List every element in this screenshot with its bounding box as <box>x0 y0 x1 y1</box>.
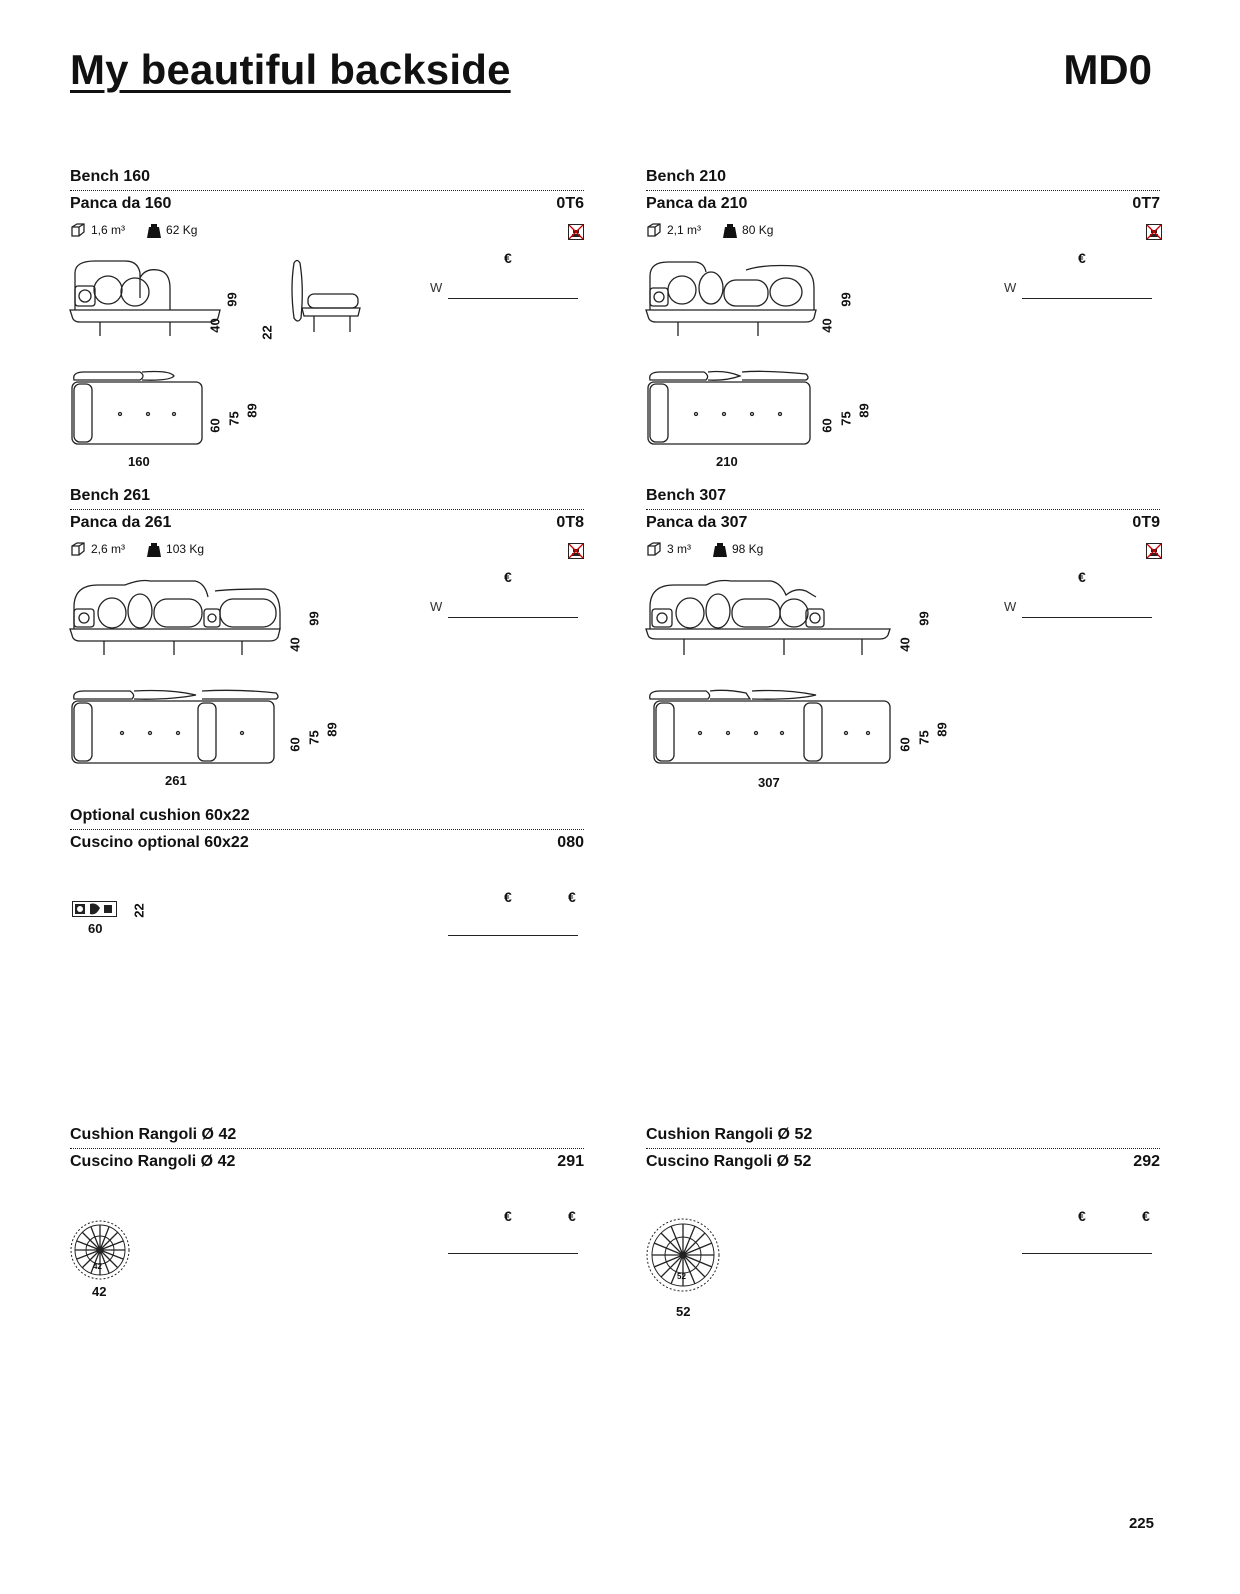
page-title: My beautiful backside <box>70 46 511 93</box>
volume-box-icon <box>70 222 86 238</box>
price-line <box>1022 298 1152 299</box>
cushion-height: 22 <box>131 903 147 918</box>
height-seat: 40 <box>819 318 835 333</box>
dotted-divider <box>70 1148 584 1149</box>
price-currency: € <box>504 569 512 585</box>
height-total: 99 <box>838 292 854 307</box>
cushion-width: 60 <box>88 921 103 936</box>
depth-mid: 75 <box>838 411 854 426</box>
height-total: 99 <box>306 611 322 626</box>
product-code: 291 <box>557 1153 584 1170</box>
height-seat: 40 <box>897 637 913 652</box>
w-label: W <box>430 599 443 614</box>
price-currency: € <box>1078 250 1086 266</box>
product-code: 292 <box>1133 1153 1160 1170</box>
product-name-it: Panca da 307 <box>646 514 748 531</box>
no-stack-icon <box>568 543 584 559</box>
depth-total: 89 <box>324 722 340 737</box>
price-line <box>448 298 578 299</box>
top-view-drawing <box>646 368 846 458</box>
weight-icon <box>147 222 161 238</box>
depth-total: 89 <box>856 403 872 418</box>
depth-mid: 75 <box>916 730 932 745</box>
no-stack-icon <box>1146 224 1162 240</box>
product-bench-160 <box>70 168 584 478</box>
front-view-drawing <box>70 258 270 358</box>
w-label: W <box>1004 280 1017 295</box>
page-number: 225 <box>1128 1515 1154 1532</box>
volume-box-icon <box>646 541 662 557</box>
product-name-it: Panca da 210 <box>646 195 748 212</box>
weight-icon <box>147 541 161 557</box>
width-dimension: 261 <box>165 773 187 788</box>
no-stack-icon <box>568 224 584 240</box>
width-dimension: 160 <box>128 454 150 469</box>
front-view-drawing <box>646 258 846 358</box>
depth-total: 89 <box>934 722 950 737</box>
product-name-it: Cuscino Rangoli Ø 52 <box>646 1153 812 1170</box>
product-name-en: Cushion Rangoli Ø 52 <box>646 1126 813 1143</box>
weight-value: 98 Kg <box>732 542 764 556</box>
price-currency-2: € <box>568 889 576 905</box>
volume-value: 1,6 m³ <box>91 223 126 237</box>
product-code: 0T7 <box>1132 195 1160 212</box>
product-rangoli-42 <box>70 1126 584 1326</box>
price-currency: € <box>1078 569 1086 585</box>
product-name-it: Cuscino optional 60x22 <box>70 834 249 851</box>
product-optional-cushion <box>70 807 584 957</box>
product-bench-261 <box>70 487 584 797</box>
product-code: 0T6 <box>556 195 584 212</box>
price-line <box>448 617 578 618</box>
dotted-divider <box>70 190 584 191</box>
height-seat: 40 <box>207 318 223 333</box>
price-currency-1: € <box>1078 1208 1086 1224</box>
height-total: 99 <box>224 292 240 307</box>
collection-code: MD0 <box>1063 46 1152 93</box>
price-currency-1: € <box>504 889 512 905</box>
product-bench-210 <box>646 168 1160 478</box>
price-line <box>1022 1253 1152 1254</box>
rangoli-diameter: 42 <box>92 1284 107 1299</box>
height-seat: 40 <box>287 637 303 652</box>
product-name-en: Bench 307 <box>646 487 727 504</box>
side-view-drawing <box>290 258 380 358</box>
price-currency-1: € <box>504 1208 512 1224</box>
front-view-drawing <box>646 577 896 677</box>
volume-value: 3 m³ <box>667 542 691 556</box>
product-name-en: Bench 261 <box>70 487 151 504</box>
volume-box-icon <box>70 541 86 557</box>
product-bench-307 <box>646 487 1160 797</box>
depth-seat: 60 <box>287 737 303 752</box>
rangoli-inner-label: 42 <box>93 1262 102 1271</box>
rangoli-42-drawing <box>70 1220 134 1284</box>
volume-box-icon <box>646 222 662 238</box>
weight-icon <box>723 222 737 238</box>
depth-mid: 75 <box>226 411 242 426</box>
w-label: W <box>1004 599 1017 614</box>
width-dimension: 210 <box>716 454 738 469</box>
height-total: 99 <box>916 611 932 626</box>
dotted-divider <box>646 509 1160 510</box>
width-dimension: 307 <box>758 775 780 790</box>
weight-value: 80 Kg <box>742 223 774 237</box>
product-name-it: Panca da 160 <box>70 195 172 212</box>
w-label: W <box>430 280 443 295</box>
price-line <box>448 935 578 936</box>
rangoli-inner-label: 52 <box>677 1272 686 1281</box>
weight-value: 62 Kg <box>166 223 198 237</box>
depth-seat: 60 <box>897 737 913 752</box>
cushion-drawing <box>72 901 122 921</box>
rangoli-52-drawing <box>646 1218 726 1298</box>
dotted-divider <box>70 829 584 830</box>
price-currency: € <box>504 250 512 266</box>
product-name-en: Optional cushion 60x22 <box>70 807 250 824</box>
weight-value: 103 Kg <box>166 542 205 556</box>
price-line <box>1022 617 1152 618</box>
depth-mid: 75 <box>306 730 322 745</box>
product-name-en: Bench 210 <box>646 168 727 185</box>
product-name-it: Panca da 261 <box>70 514 172 531</box>
product-code: 080 <box>557 834 584 851</box>
weight-icon <box>713 541 727 557</box>
top-view-drawing <box>646 687 896 777</box>
depth-total: 89 <box>244 403 260 418</box>
volume-value: 2,6 m³ <box>91 542 126 556</box>
product-rangoli-52 <box>646 1126 1160 1336</box>
price-currency-2: € <box>1142 1208 1150 1224</box>
price-line <box>448 1253 578 1254</box>
dotted-divider <box>70 509 584 510</box>
volume-value: 2,1 m³ <box>667 223 702 237</box>
rangoli-diameter: 52 <box>676 1304 691 1319</box>
dotted-divider <box>646 1148 1160 1149</box>
product-name-en: Bench 160 <box>70 168 151 185</box>
product-name-it: Cuscino Rangoli Ø 42 <box>70 1153 236 1170</box>
no-stack-icon <box>1146 543 1162 559</box>
price-currency-2: € <box>568 1208 576 1224</box>
product-code: 0T9 <box>1132 514 1160 531</box>
product-code: 0T8 <box>556 514 584 531</box>
product-name-en: Cushion Rangoli Ø 42 <box>70 1126 237 1143</box>
depth-seat: 60 <box>819 418 835 433</box>
top-view-drawing <box>70 687 300 777</box>
dotted-divider <box>646 190 1160 191</box>
front-view-drawing <box>70 577 300 677</box>
depth-seat: 60 <box>207 418 223 433</box>
side-height: 22 <box>259 325 275 340</box>
